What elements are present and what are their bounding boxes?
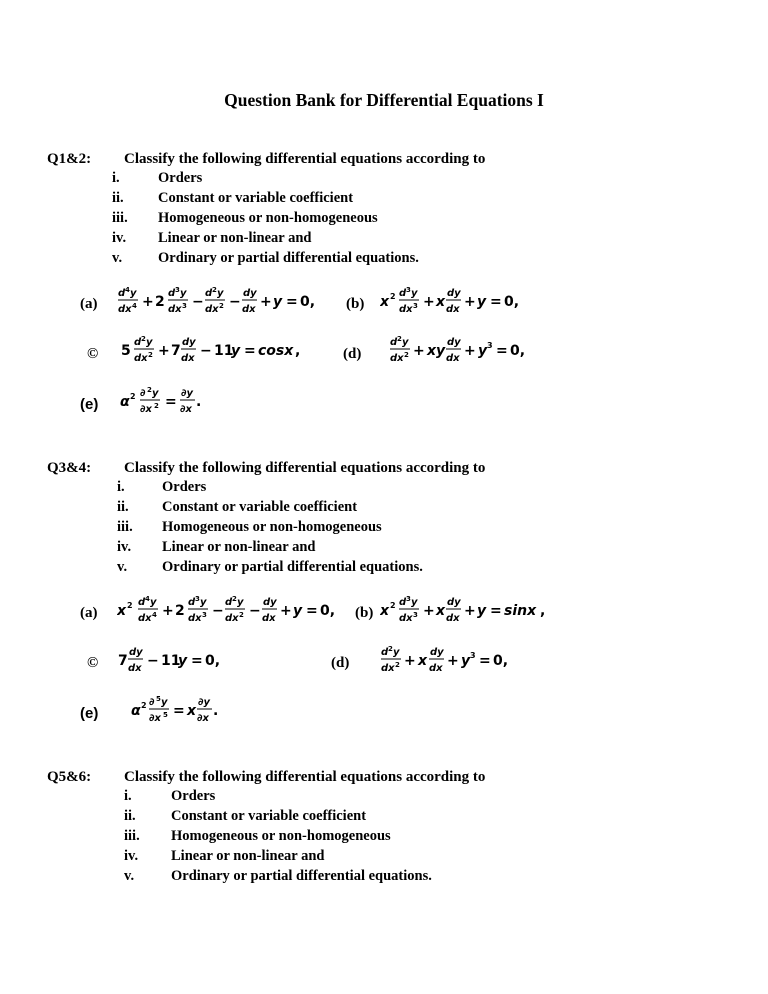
- svg-text:dy: dy: [447, 597, 461, 608]
- svg-text:y: y: [237, 597, 244, 608]
- svg-text:+: +: [447, 653, 459, 669]
- criteria-text: Homogeneous or non-homogeneous: [158, 210, 378, 226]
- svg-text:7: 7: [118, 653, 128, 669]
- svg-text:5: 5: [163, 711, 168, 719]
- svg-text:+: +: [158, 343, 170, 359]
- svg-text:dx: dx: [181, 353, 195, 364]
- question-label: Q5&6:: [47, 769, 92, 785]
- svg-text:0,: 0,: [510, 343, 526, 359]
- criteria-number: ii.: [117, 499, 129, 515]
- svg-text:3: 3: [413, 302, 418, 310]
- svg-text:dx: dx: [399, 304, 413, 315]
- svg-text:dx: dx: [446, 304, 460, 315]
- criteria-number: v.: [112, 250, 123, 266]
- svg-text:+: +: [423, 603, 435, 619]
- svg-text:∂x: ∂x: [180, 404, 192, 415]
- svg-text:y: y: [146, 337, 153, 348]
- svg-text:2: 2: [397, 335, 402, 343]
- svg-text:x: x: [117, 603, 127, 619]
- svg-text:d: d: [118, 288, 126, 299]
- svg-text:x: x: [418, 653, 428, 669]
- svg-text:+: +: [423, 294, 435, 310]
- svg-text:2: 2: [404, 351, 409, 359]
- svg-text:2: 2: [147, 386, 152, 394]
- svg-text:2: 2: [175, 603, 185, 619]
- svg-text:−: −: [212, 603, 224, 619]
- criteria-number: ii.: [112, 190, 124, 206]
- criteria-number: i.: [124, 788, 132, 804]
- part-label-e: (e): [80, 705, 99, 722]
- svg-text:∂: ∂: [140, 388, 146, 399]
- svg-text:3: 3: [182, 302, 187, 310]
- svg-text:y: y: [152, 388, 159, 399]
- equation-d: [381, 643, 526, 683]
- equation-a: [118, 284, 333, 324]
- question-intro: Classify the following differential equations according to: [124, 460, 486, 476]
- svg-text:d: d: [390, 337, 398, 348]
- svg-text:y: y: [478, 343, 488, 359]
- svg-text:−: −: [249, 603, 261, 619]
- svg-text:d: d: [399, 288, 407, 299]
- svg-text:4: 4: [152, 611, 157, 619]
- svg-text:+: +: [464, 603, 476, 619]
- svg-text:y: y: [477, 294, 487, 310]
- page-title: Question Bank for Differential Equations I: [224, 90, 544, 110]
- criteria-text: Constant or variable coefficient: [171, 808, 367, 824]
- svg-text:0,: 0,: [504, 294, 520, 310]
- part-label-a: (a): [80, 296, 98, 312]
- svg-text:3: 3: [413, 611, 418, 619]
- criteria-number: iii.: [112, 210, 128, 226]
- equation-e: [120, 384, 210, 424]
- svg-text:y: y: [402, 337, 409, 348]
- svg-text:4: 4: [125, 286, 130, 294]
- svg-text:dx: dx: [399, 613, 413, 624]
- svg-text:.: .: [213, 703, 219, 719]
- svg-text:0,: 0,: [205, 653, 221, 669]
- svg-text:∂y: ∂y: [181, 388, 193, 399]
- svg-text:2: 2: [212, 286, 217, 294]
- svg-text:+: +: [280, 603, 292, 619]
- svg-text:2: 2: [155, 294, 165, 310]
- svg-text:∂x: ∂x: [197, 713, 209, 724]
- criteria-text: Constant or variable coefficient: [162, 499, 358, 515]
- criteria-number: i.: [117, 479, 125, 495]
- svg-text:3: 3: [202, 611, 207, 619]
- part-label-d: (d): [343, 346, 362, 362]
- svg-text:dx: dx: [390, 353, 404, 364]
- svg-text:∂x: ∂x: [149, 713, 161, 724]
- svg-text:0,: 0,: [493, 653, 509, 669]
- svg-text:3: 3: [175, 286, 180, 294]
- svg-text:dy: dy: [129, 647, 143, 658]
- svg-text:=: =: [191, 653, 203, 669]
- svg-text:=: =: [286, 294, 298, 310]
- svg-text:=: =: [490, 294, 502, 310]
- svg-text:−: −: [147, 653, 159, 669]
- svg-text:2: 2: [141, 701, 147, 710]
- svg-text:y: y: [411, 597, 418, 608]
- equation-b: [380, 284, 525, 324]
- svg-text:y: y: [477, 603, 487, 619]
- svg-text:=: =: [496, 343, 508, 359]
- svg-text:y: y: [161, 697, 168, 708]
- svg-text:sinx: sinx: [504, 603, 537, 619]
- svg-text:y: y: [393, 647, 400, 658]
- svg-text:4: 4: [132, 302, 137, 310]
- criteria-item: [112, 170, 120, 187]
- svg-text:3: 3: [470, 651, 476, 660]
- svg-text:,: ,: [540, 603, 546, 619]
- criteria-number: v.: [117, 559, 128, 575]
- svg-text:y: y: [273, 294, 283, 310]
- svg-text:=: =: [244, 343, 256, 359]
- svg-text:y: y: [200, 597, 207, 608]
- svg-text:d: d: [399, 597, 407, 608]
- svg-text:d: d: [134, 337, 142, 348]
- criteria-number: iv.: [117, 539, 132, 555]
- svg-text:dx: dx: [446, 613, 460, 624]
- svg-text:+: +: [413, 343, 425, 359]
- criteria-text: Ordinary or partial differential equations.: [158, 250, 419, 266]
- part-label-e: (e): [80, 396, 99, 413]
- svg-text:2: 2: [232, 595, 237, 603]
- svg-text:x: x: [380, 603, 390, 619]
- question-label: Q3&4:: [47, 460, 92, 476]
- svg-text:=: =: [479, 653, 491, 669]
- svg-text:y: y: [150, 597, 157, 608]
- svg-text:dx: dx: [262, 613, 276, 624]
- svg-text:dy: dy: [447, 337, 461, 348]
- criteria-number: iii.: [117, 519, 133, 535]
- svg-text:cosx: cosx: [258, 343, 294, 359]
- svg-text:3: 3: [406, 286, 411, 294]
- svg-text:0,: 0,: [300, 294, 316, 310]
- svg-text:y: y: [130, 288, 137, 299]
- svg-text:=: =: [173, 703, 185, 719]
- criteria-text: Ordinary or partial differential equations.: [171, 868, 432, 884]
- svg-text:y: y: [461, 653, 471, 669]
- equation-c: [118, 643, 233, 683]
- svg-text:dy: dy: [243, 288, 257, 299]
- criteria-text: Ordinary or partial differential equations.: [162, 559, 423, 575]
- svg-text:d: d: [205, 288, 213, 299]
- svg-text:−: −: [200, 343, 212, 359]
- part-label-d: (d): [331, 655, 350, 671]
- svg-text:dx: dx: [188, 613, 202, 624]
- svg-text:2: 2: [390, 292, 396, 301]
- svg-text:2: 2: [219, 302, 224, 310]
- svg-text:d: d: [225, 597, 233, 608]
- svg-text:d: d: [168, 288, 176, 299]
- svg-text:0,: 0,: [320, 603, 336, 619]
- svg-text:d: d: [381, 647, 389, 658]
- criteria-number: i.: [112, 170, 120, 186]
- svg-text:2: 2: [127, 601, 133, 610]
- equation-b: [380, 593, 555, 633]
- criteria-text: Linear or non-linear and: [158, 230, 312, 246]
- svg-text:4: 4: [145, 595, 150, 603]
- svg-text:xy: xy: [427, 343, 446, 359]
- criteria-text: Orders: [158, 170, 203, 186]
- svg-text:dx: dx: [128, 663, 142, 674]
- part-label-b: (b): [355, 605, 374, 621]
- svg-text:dx: dx: [118, 304, 132, 315]
- svg-text:∂: ∂: [149, 697, 155, 708]
- svg-text:2: 2: [148, 351, 153, 359]
- svg-text:dy: dy: [447, 288, 461, 299]
- svg-text:dx: dx: [429, 663, 443, 674]
- svg-text:y: y: [217, 288, 224, 299]
- svg-text:x: x: [436, 294, 446, 310]
- svg-text:y: y: [178, 653, 188, 669]
- svg-text:3: 3: [487, 341, 493, 350]
- svg-text:2: 2: [154, 402, 159, 410]
- svg-text:2: 2: [141, 335, 146, 343]
- svg-text:x: x: [187, 703, 197, 719]
- criteria-text: Constant or variable coefficient: [158, 190, 354, 206]
- svg-text:+: +: [464, 343, 476, 359]
- svg-text:y: y: [180, 288, 187, 299]
- svg-text:dx: dx: [242, 304, 256, 315]
- svg-text:dx: dx: [134, 353, 148, 364]
- svg-text:11: 11: [161, 653, 181, 669]
- svg-text:11: 11: [214, 343, 234, 359]
- svg-text:d: d: [138, 597, 146, 608]
- criteria-text: Orders: [162, 479, 207, 495]
- svg-text:5: 5: [156, 695, 161, 703]
- criteria-number: ii.: [124, 808, 136, 824]
- criteria-number: iv.: [112, 230, 127, 246]
- question-intro: Classify the following differential equations according to: [124, 769, 486, 785]
- svg-text:α: α: [120, 394, 130, 410]
- svg-text:∂x: ∂x: [140, 404, 152, 415]
- svg-text:2: 2: [390, 601, 396, 610]
- equation-a: [117, 593, 352, 633]
- criteria-text: Homogeneous or non-homogeneous: [171, 828, 391, 844]
- criteria-text: Orders: [171, 788, 216, 804]
- question-intro: Classify the following differential equations according to: [124, 151, 486, 167]
- svg-text:dx: dx: [446, 353, 460, 364]
- criteria-text: Linear or non-linear and: [171, 848, 325, 864]
- svg-text:=: =: [306, 603, 318, 619]
- equation-c: [121, 333, 311, 373]
- equation-e: [131, 693, 231, 733]
- svg-text:+: +: [260, 294, 272, 310]
- svg-text:dx: dx: [138, 613, 152, 624]
- svg-text:∂y: ∂y: [198, 697, 210, 708]
- svg-text:,: ,: [295, 343, 301, 359]
- svg-text:dy: dy: [263, 597, 277, 608]
- part-label-a: (a): [80, 605, 98, 621]
- svg-text:x: x: [436, 603, 446, 619]
- svg-text:=: =: [165, 394, 177, 410]
- svg-text:y: y: [231, 343, 241, 359]
- svg-text:5: 5: [121, 343, 131, 359]
- svg-text:+: +: [162, 603, 174, 619]
- svg-text:−: −: [192, 294, 204, 310]
- svg-text:=: =: [490, 603, 502, 619]
- svg-text:2: 2: [239, 611, 244, 619]
- svg-text:dx: dx: [168, 304, 182, 315]
- part-label-b: (b): [346, 296, 365, 312]
- svg-text:−: −: [229, 294, 241, 310]
- svg-text:+: +: [464, 294, 476, 310]
- svg-text:dy: dy: [430, 647, 444, 658]
- svg-text:y: y: [293, 603, 303, 619]
- criteria-text: Linear or non-linear and: [162, 539, 316, 555]
- svg-text:x: x: [380, 294, 390, 310]
- svg-text:dx: dx: [205, 304, 219, 315]
- criteria-number: iv.: [124, 848, 139, 864]
- svg-text:2: 2: [388, 645, 393, 653]
- criteria-number: iii.: [124, 828, 140, 844]
- svg-text:d: d: [188, 597, 196, 608]
- svg-text:dy: dy: [182, 337, 196, 348]
- question-label: Q1&2:: [47, 151, 92, 167]
- criteria-text: Homogeneous or non-homogeneous: [162, 519, 382, 535]
- svg-text:y: y: [411, 288, 418, 299]
- svg-text:dx: dx: [225, 613, 239, 624]
- part-label-c: ©: [87, 346, 99, 362]
- svg-text:3: 3: [195, 595, 200, 603]
- svg-text:3: 3: [406, 595, 411, 603]
- svg-text:+: +: [404, 653, 416, 669]
- svg-text:+: +: [142, 294, 154, 310]
- equation-d: [390, 333, 535, 373]
- svg-text:7: 7: [171, 343, 181, 359]
- criteria-number: v.: [124, 868, 135, 884]
- svg-text:2: 2: [130, 392, 136, 401]
- svg-text:α: α: [131, 703, 141, 719]
- svg-text:2: 2: [395, 661, 400, 669]
- part-label-c: ©: [87, 655, 99, 671]
- svg-text:.: .: [196, 394, 202, 410]
- svg-text:dx: dx: [381, 663, 395, 674]
